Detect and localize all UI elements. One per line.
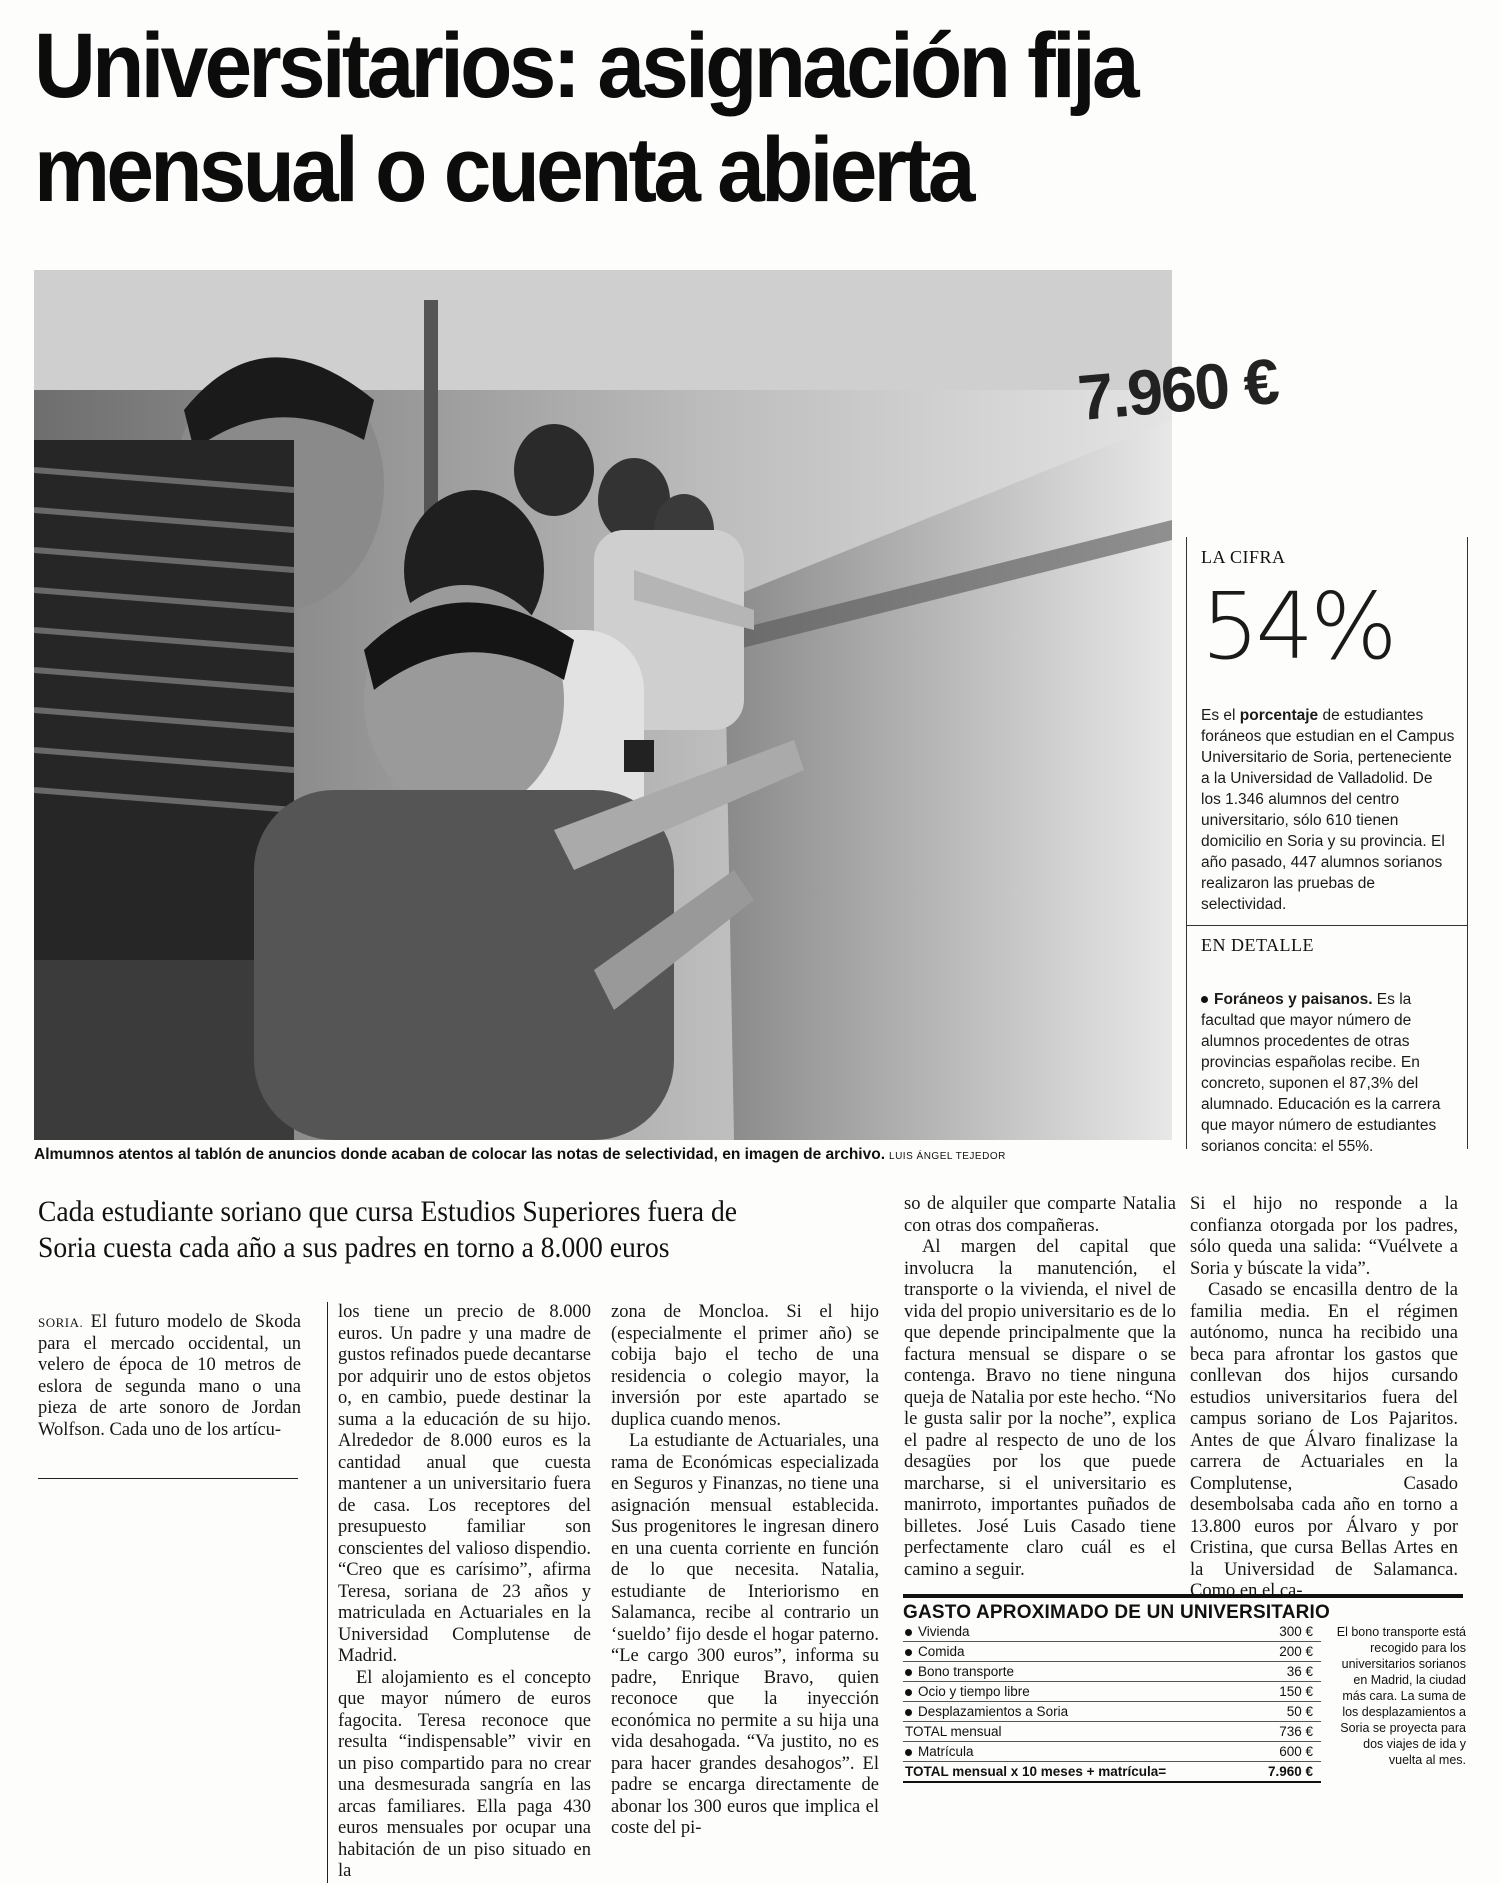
expense-amount: 736 € bbox=[1231, 1722, 1321, 1742]
col1-text: El futuro modelo de Skoda para el mercado occidental, un velero de época de 10 metros de eslora de segunda mano o una pieza de arte sonoro de Jordan Wolfson. Cada uno de los artícu- bbox=[38, 1312, 301, 1440]
total-label: TOTAL mensual x 10 meses + matrícula= bbox=[903, 1762, 1231, 1783]
body-column-2 bbox=[327, 1302, 591, 1883]
col2-paragraph-1: los tiene un precio de 8.000 euros. Un padre y una madre de gustos refinados puede decantarse por adquirir uno de estos objetos o, en cambio, puede destinar la suma a la educación de su hijo. Alrededor de 8.000 euros es la cantidad anual que cuesta mantener a un universitario fuera de casa. Los receptores del presupuesto familiar son conscientes del valioso dispendio. “Creo que es carísimo”, afirma Teresa, soriana de 23 años y matriculada en Actuariales en la Universidad Complutense de Madrid. bbox=[338, 1302, 591, 1666]
col3-paragraph-2: La estudiante de Actuariales, una rama de Económicas especializada en Seguros y Finanzas, no tiene una asignación mensual establecida. Sus progenitores le ingresan dinero en una cuenta corriente en función de lo que necesita. Natalia, estudiante de Interiorismo en Salamanca, recibe al contrario un ‘sueldo’ fijo desde el hogar paterno. “Le cargo 300 euros”, informa su padre, Enrique Bravo, quien reconoce que la inyección económica no permite a su hija una vida desahogada. “Va justito, no es para hacer grandes desahogos”. El padre se encarga directamente de abonar los 300 euros que implica el coste del pi- bbox=[611, 1431, 879, 1838]
expense-label: TOTAL mensual bbox=[903, 1722, 1231, 1742]
expense-amount: 300 € bbox=[1231, 1622, 1321, 1642]
detalle-text bbox=[1201, 989, 1456, 1157]
col5-paragraph-2: Casado se encasilla dentro de la familia media. En el régimen autónomo, nunca ha recibido una beca para afrontar los gastos que conllevan dos hijos cursando estudios universitarios fuera del campus soriano de Los Pajaritos. Antes de que Álvaro finalizase la carrera de Actuariales en la Complutense, Casado desembolsaba cada año en torno a 13.800 euros por Álvaro y por Cristina, que cursa Bellas Artes en la Universidad de Salamanca. Como en el ca- bbox=[1190, 1280, 1458, 1601]
caption-text: Almumnos atentos al tablón de anuncios donde acaban de colocar las notas de selectividad, en imagen de archivo. bbox=[34, 1146, 886, 1163]
expense-amount: 50 € bbox=[1231, 1702, 1321, 1722]
column-rule bbox=[38, 1478, 298, 1479]
total-amount: 7.960 € bbox=[1231, 1762, 1321, 1783]
table-row bbox=[903, 1722, 1321, 1742]
table-row bbox=[903, 1682, 1321, 1702]
bullet-icon bbox=[905, 1669, 912, 1676]
price-tag: 7.960 € bbox=[1075, 344, 1281, 435]
expense-amount: 600 € bbox=[1231, 1742, 1321, 1762]
expense-amount: 36 € bbox=[1231, 1662, 1321, 1682]
col5-paragraph-1: Si el hijo no responde a la confianza otorgada por los padres, sólo queda una salida: “Vuélvete a Soria y búscate la vida”. bbox=[1190, 1194, 1458, 1279]
body-column-5 bbox=[1190, 1194, 1458, 1603]
table-total-row bbox=[903, 1762, 1321, 1783]
bullet-icon bbox=[905, 1649, 912, 1656]
cifra-text-post: de estudiantes foráneos que estudian en el Campus Universitario de Soria, perteneciente a la Universidad de Valladolid. De los 1.346 alumnos del centro universitario, sólo 610 tienen domicilio en Soria y su provincia. El año pasado, 447 alumnos sorianos realizaron las pruebas de selectividad. bbox=[1201, 707, 1455, 913]
cifra-text bbox=[1201, 705, 1456, 915]
headline bbox=[34, 14, 1373, 222]
expense-amount: 200 € bbox=[1231, 1642, 1321, 1662]
cifra-value: 54% bbox=[1201, 573, 1394, 680]
headline-line-1: Universitarios: asignación fija bbox=[34, 15, 1136, 117]
col4-paragraph-1: so de alquiler que comparte Natalia con otras dos compañeras. bbox=[904, 1194, 1176, 1236]
cifra-label: LA CIFRA bbox=[1201, 547, 1286, 567]
col4-paragraph-2: Al margen del capital que involucra la manutención, el transporte o la vivienda, el nivel de vida del propio universitario es de lo que depende principalmente que la factura mensual se dispare o se contenga. Bravo no tiene ninguna queja de Natalia por este hecho. “No le gusta salir por la noche”, explica el padre al respecto de uno de los desagües por los que puede marcharse, si el universitario es manirroto, importantes puñados de billetes. José Luis Casado tiene perfectamente claro cuál es el camino a seguir. bbox=[904, 1237, 1176, 1580]
expense-table bbox=[903, 1622, 1321, 1783]
expense-label: Comida bbox=[903, 1642, 1231, 1662]
subheadline: Cada estudiante soriano que cursa Estudios Superiores fuera de Soria cuesta cada año a sus padres en torno a 8.000 euros bbox=[38, 1195, 737, 1264]
bullet-icon bbox=[905, 1629, 912, 1636]
news-photo bbox=[34, 270, 1172, 1140]
bullet-icon bbox=[905, 1749, 912, 1756]
photo-credit: LUIS ÁNGEL TEJEDOR bbox=[889, 1151, 1006, 1162]
body-column-4 bbox=[904, 1194, 1176, 1581]
table-row bbox=[903, 1622, 1321, 1642]
students-at-notice-board-illustration bbox=[34, 270, 1172, 1140]
table-row bbox=[903, 1742, 1321, 1762]
table-row bbox=[903, 1662, 1321, 1682]
sidebar-box bbox=[1186, 537, 1468, 1155]
detalle-label: EN DETALLE bbox=[1201, 935, 1315, 955]
col3-paragraph-1: zona de Moncloa. Si el hijo (especialmente el primer año) se cobija bajo el techo de una residencia o colegio mayor, la inversión por este apartado se duplica cuando menos. bbox=[611, 1302, 879, 1430]
bullet-icon bbox=[905, 1689, 912, 1696]
cifra-text-pre: Es el bbox=[1201, 707, 1240, 724]
headline-line-2: mensual o cuenta abierta bbox=[34, 119, 972, 221]
sidebar-divider bbox=[1187, 925, 1467, 926]
col2-paragraph-2: El alojamiento es el concepto que mayor número de euros fagocita. Teresa reconoce que resulta “indispensable” vivir en un piso compartido para no crear una desmesurada sangría en las arcas familiares. Ella paga 430 euros mensuales por ocupar una habitación de un piso situado en la bbox=[338, 1667, 591, 1881]
dateline: SORIA. bbox=[38, 1315, 84, 1330]
expense-label: Bono transporte bbox=[903, 1662, 1231, 1682]
cifra-text-bold: porcentaje bbox=[1239, 707, 1319, 724]
expense-amount: 150 € bbox=[1231, 1682, 1321, 1702]
photo-caption bbox=[34, 1146, 1154, 1164]
body-column-3 bbox=[611, 1302, 879, 1840]
table-row bbox=[903, 1642, 1321, 1662]
detalle-bold: Foráneos y paisanos. bbox=[1214, 991, 1373, 1008]
table-note: El bono transporte está recogido para los universitarios sorianos en Madrid, la ciudad más cara. La suma de los desplazamientos a Soria se proyecta para dos viajes de ida y vuelta al mes. bbox=[1336, 1625, 1466, 1767]
bullet-icon bbox=[1201, 996, 1208, 1003]
body-column-1 bbox=[38, 1312, 301, 1441]
expense-label: Desplazamientos a Soria bbox=[903, 1702, 1231, 1722]
expense-label: Vivienda bbox=[903, 1622, 1231, 1642]
bullet-icon bbox=[905, 1709, 912, 1716]
expense-label: Ocio y tiempo libre bbox=[903, 1682, 1231, 1702]
table-title: GASTO APROXIMADO DE UN UNIVERSITARIO bbox=[903, 1594, 1463, 1624]
table-row bbox=[903, 1702, 1321, 1722]
detalle-body: Es la facultad que mayor número de alumnos procedentes de otras provincias españolas recibe. En concreto, suponen el 87,3% del alumnado. Educación es la carrera que mayor número de estudiantes sorianos concita: el 55%. bbox=[1201, 991, 1441, 1155]
expense-label: Matrícula bbox=[903, 1742, 1231, 1762]
